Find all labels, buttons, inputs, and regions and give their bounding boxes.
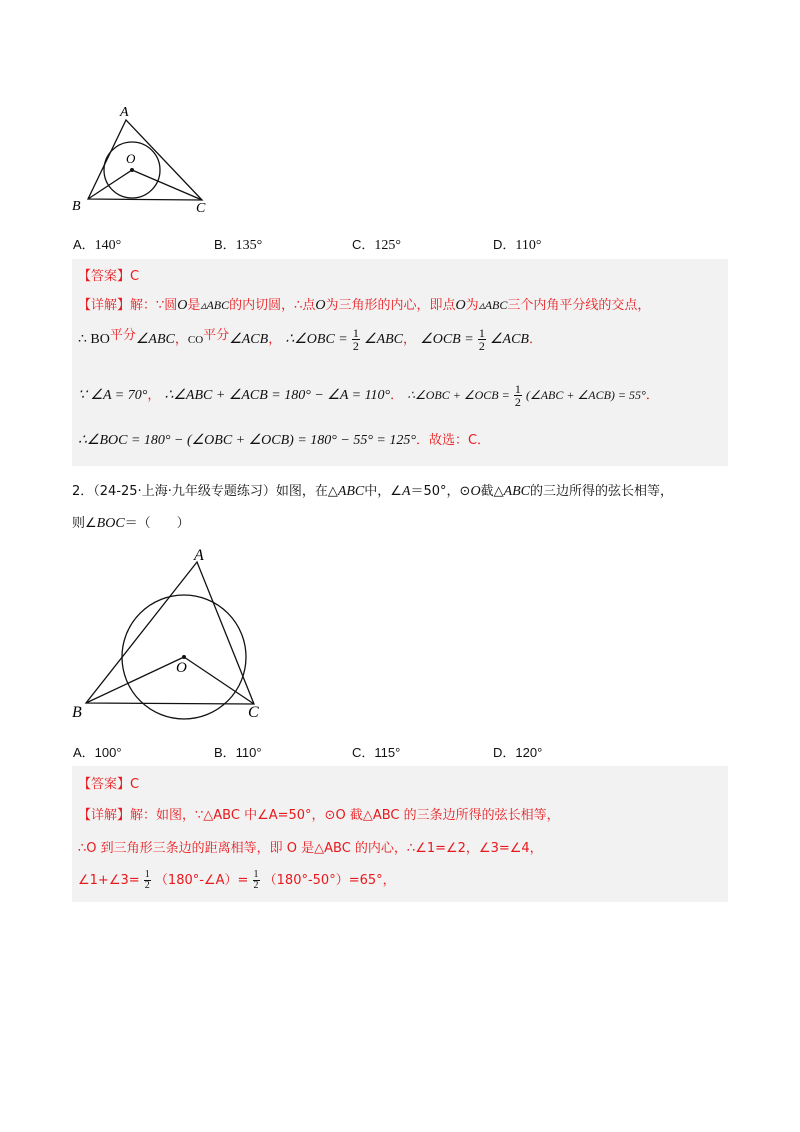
q1-answer-line: 【答案】C [78,269,140,284]
q2-fraction-half-2: $\frac{1}{2}$ [253,869,259,891]
q1-option-c[interactable]: C．125° [352,237,401,253]
q2-answer-line: 【答案】C [78,777,140,792]
q2-option-d[interactable]: D．120° [493,745,543,760]
q2-label-a: A [194,547,204,564]
q1-option-a[interactable]: A．140° [73,237,122,253]
q2-center-point [182,655,186,659]
q1-option-d[interactable]: D．110° [493,237,542,253]
q2-detail-line-2: ∴O 到三角形三条边的距离相等，即 O 是△ABC 的内心，∴∠1=∠2，∠3=∠4， [78,841,543,856]
q1-label-b: B [72,199,81,214]
q2-detail-line-3: ∠1+∠3= $\frac{1}{2}$ （180°-∠A）= $\frac{1}{2}$ （180°-50°）=65°， [78,869,396,891]
q2-stem-line-2: 则∠BOC＝（ ） [72,516,190,531]
q2-label-o: O [176,660,187,676]
q2-detail-line-1: 【详解】解：如图，∵△ABC 中∠A=50°，⊙O 截△ABC 的三条边所得的弦长相等， [78,808,560,823]
q2-solution-box [72,766,728,902]
q2-label-c: C [248,704,259,721]
q1-option-b[interactable]: B．135° [214,237,263,253]
q1-solution-box [72,259,728,466]
q1-label-o: O [126,151,136,166]
q1-detail-line-2: ∴ BO平分∠ABC，CO平分∠ACB， ∴∠OBC = $\frac{1}{2}$ ∠ABC， ∠OCB = $\frac{1}{2}$ ∠ACB． [78,326,542,353]
q2-stem-line-1: 2．（24-25·上海·九年级专题练习）如图，在△ABC中，∠A＝50°，⊙O截△ABC的三边所得的弦长相等， [72,484,674,499]
q2-figure [68,540,278,725]
q2-segment-oc [184,657,254,704]
q1-fraction-half-2: $\frac{1}{2}$ [478,326,485,353]
q2-option-a[interactable]: A．100° [73,745,122,760]
q1-figure [68,100,218,215]
q2-fraction-half: $\frac{1}{2}$ [144,869,150,891]
q2-triangle [86,562,254,704]
q2-option-b[interactable]: B．110° [214,745,262,760]
q1-fraction-half-3: $\frac{1}{2}$ [514,382,521,409]
q2-option-c[interactable]: C．115° [352,745,401,760]
q1-fraction-half: $\frac{1}{2}$ [352,326,359,353]
q2-segment-ob [86,657,184,703]
q1-detail-line-3: ∵ ∠A = 70°， ∴∠ABC + ∠ACB = 180° − ∠A = 110°． ∴∠OBC + ∠OCB = $\frac{1}{2}$ (∠ABC + ∠ACB) = 55°． [78,382,659,409]
q1-center-point [130,168,134,172]
q1-label-a: A [120,105,129,120]
q1-detail-line-1: 【详解】解：∵圆O是▵ABC的内切圆，∴点O为三角形的内心，即点O为▵ABC三个内角平分线的交点， [78,298,651,313]
q1-label-c: C [196,201,206,215]
q1-detail-line-4: ∴∠BOC = 180° − (∠OBC + ∠OCB) = 180° − 55° = 125°．故选：C． [78,433,491,448]
q2-label-b: B [72,704,82,721]
